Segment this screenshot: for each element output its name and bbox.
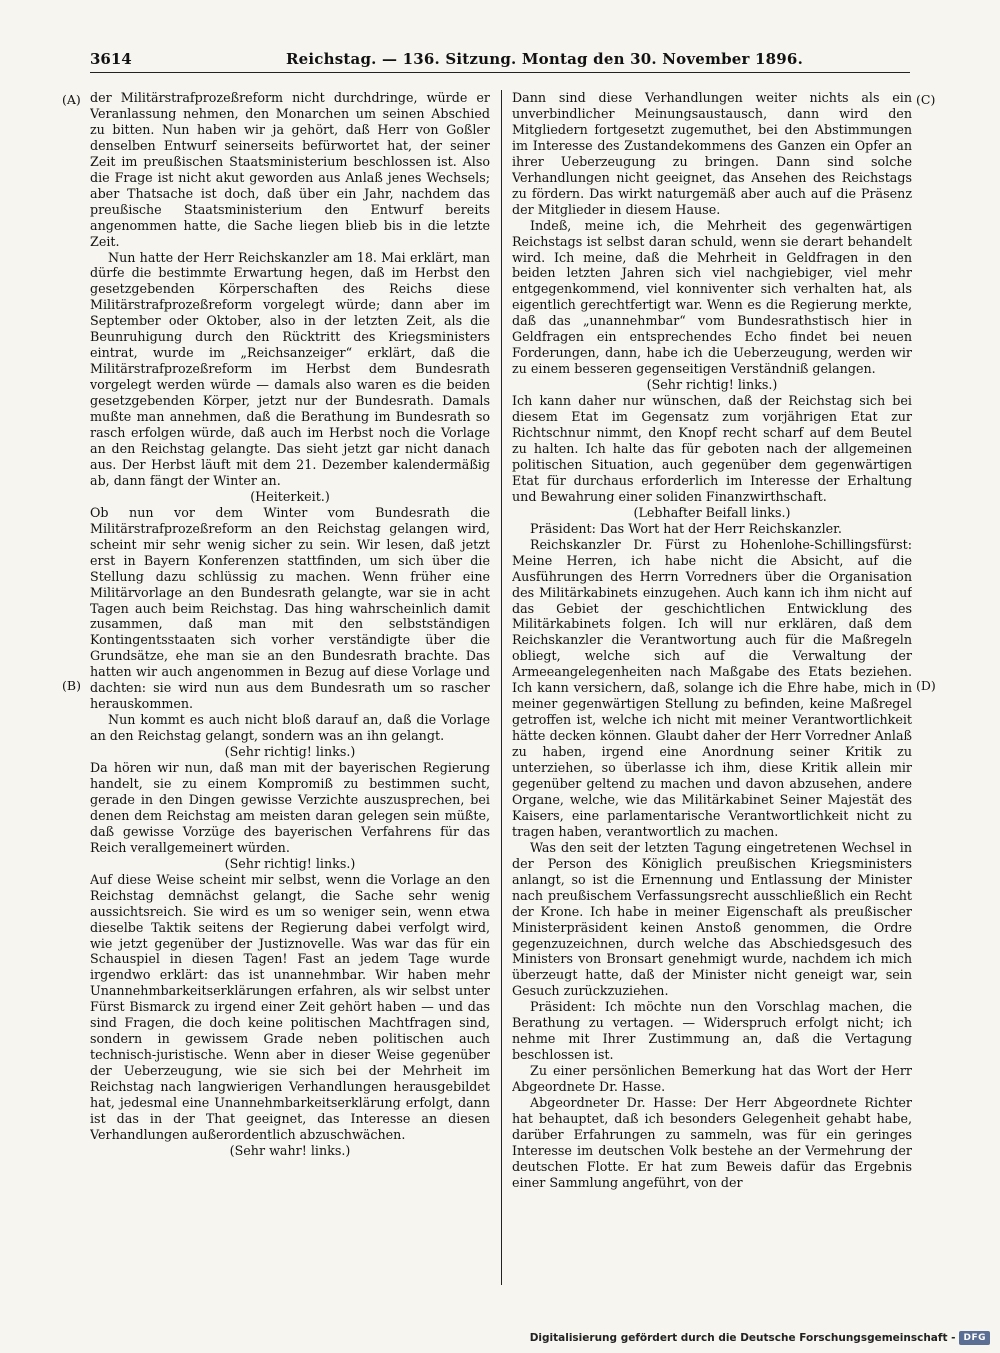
left-column [90, 90, 490, 1262]
column-divider [501, 90, 502, 1285]
margin-mark-c: (C) [916, 92, 936, 107]
speaker-paragraph: Präsident: Das Wort hat der Herr Reichskanzler. [530, 520, 842, 536]
paragraph: Nun kommt es auch nicht bloß darauf an, daß die Vorlage an den Reichstag gelangt, sondern was an ihn gelangt. [90, 712, 490, 744]
speaker-paragraph: Abgeordneter Dr. Hasse: Der Herr Abgeordnete Richter hat behauptet, daß ich besonders Gelegenheit gehabt habe, darüber Erfahrungen zu sammeln, was für ein geringes Interesse im deutschen Volk bestehe an der Vermehrung der deutschen Flotte. Er hat zum Beweis dafür das Ergebnis einer Sammlung angeführt, von der [512, 1095, 912, 1190]
digitization-credit: Digitalisierung gefördert durch die Deutsche Forschungsgemeinschaft - [529, 1332, 956, 1344]
margin-mark-a: (A) [62, 92, 81, 107]
page-header [90, 46, 910, 73]
speaker-paragraph: Reichskanzler Dr. Fürst zu Hohenlohe-Schillingsfürst: Meine Herren, ich habe nicht die Absicht, auf die Ausführungen des Herrn Vorredners über die Organisation des Militärkabinets einzugehen. Auch kann ich ihm nicht auf das Gebiet der geschichtlichen Entwicklung des Militärkabinets folgen. Ich will nur erklären, daß dem Reichskanzler die Verantwortung auch für die Maßregeln obliegt, welche sich auf die Verwaltung der Armeeangelegenheiten nach Maßgabe des Etats beziehen. Ich kann versichern, daß, solange ich die Ehre habe, mich in meiner gegenwärtigen Stellung zu befinden, keine Maßregel getroffen ist, welche ich nicht mit meiner Verantwortlichkeit hätte decken können. Glaubt daher der Herr Vorredner Anlaß zu haben, irgend eine Anordnung seiner Kritik zu unterziehen, so überlasse ich ihm, diese Kritik allein mir gegenüber geltend zu machen und davon abzusehen, andere Organe, welche, wie das Militärkabinet Seiner Majestät des Kaisers, eine parlamentarische Verantwortlichkeit nicht zu tragen haben, verantwortlich zu machen. [512, 536, 912, 839]
paragraph: der Militärstrafprozeßreform nicht durchdringe, würde er Veranlassung nehmen, den Monarchen um seinen Abschied zu bitten. Nun haben wir ja gehört, daß Herr von Goßler denselben Entwurf seinerseits befürwortet hat, der seiner Zeit im preußischen Staatsministerium beschlossen ist. Also die Frage ist nicht akut geworden aus Anlaß jenes Wechsels; aber Thatsache ist doch, daß über ein Jahr, nachdem das preußische Staatsministerium den Entwurf bereits angenommen hatte, die Sache liegen blieb bis in die letzte Zeit. [90, 90, 490, 249]
right-column [512, 90, 912, 1262]
interjection: (Sehr richtig! links.) [224, 855, 356, 871]
margin-mark-d: (D) [916, 678, 936, 693]
speaker-paragraph: Präsident: Ich möchte nun den Vorschlag machen, die Berathung zu vertagen. — Widerspruch erfolgt nicht; ich nehme mit Ihrer Zustimmung an, daß die Vertagung beschlossen ist. [512, 999, 912, 1063]
paragraph: Was den seit der letzten Tagung eingetretenen Wechsel in der Person des Königlich preußischen Kriegsministers anlangt, so ist die Ernennung und Entlassung der Minister nach preußischem Verfassungsrecht ausschließlich ein Recht der Krone. Ich habe in meiner Eigenschaft als preußischer Ministerpräsident keinen Anstoß genommen, die Ordre gegenzuzeichnen, durch welche das Abschiedsgesuch des Ministers von Bronsart genehmigt wurde, nachdem ich mich überzeugt hatte, daß der Minister nicht geneigt war, sein Gesuch zurückzuziehen. [512, 839, 912, 999]
paragraph: Nun hatte der Herr Reichskanzler am 18. Mai erklärt, man dürfe die bestimmte Erwartung hegen, daß im Herbst den gesetzgebenden Körperschaften des Reichs diese Militärstrafprozeßreform vorgelegt würde; dann aber im September oder Oktober, also in der letzten Zeit, als die Beunruhigung durch den Rücktritt des Kriegsministers eintrat, wurde im „Reichsanzeiger“ erklärt, daß die Militärstrafprozeßreform im Herbst dem Bundesrath vorgelegt werden würde — damals also waren es die beiden gesetzgebenden Körper, jetzt nur der Bundesrath. Damals mußte man annehmen, daß die Berathung im Bundesrath so rasch erfolgen würde, daß auch im Herbst noch die Vorlage an den Reichstag gelangte. Das sieht jetzt gar nicht danach aus. Der Herbst läuft mit dem 21. Dezember kalendermäßig ab, dann fängt der Winter an. [90, 249, 490, 488]
interjection: (Heiterkeit.) [250, 488, 330, 504]
interjection: (Sehr richtig! links.) [224, 744, 356, 760]
interjection: (Lebhafter Beifall links.) [633, 504, 791, 520]
paragraph: Da hören wir nun, daß man mit der bayerischen Regierung handelt, sie zu einem Kompromiß zu bestimmen sucht, gerade in den Dingen gewisse Verzichte auszusprechen, bei denen dem Reichstag am meisten daran gelegen sein müßte, daß gewisse Vorzüge des bayerischen Verfahrens für das Reich verallgemeinert würden. [90, 760, 490, 855]
paragraph: Indeß, meine ich, die Mehrheit des gegenwärtigen Reichstags ist selbst daran schuld, wenn sie derart behandelt wird. Ich meine, daß die Mehrheit in Geldfragen in den beiden letzten Jahren sich viel nachgiebiger, viel mehr entgegenkommend, viel konniventer sich verhalten hat, als eigentlich gerechtfertigt war. Wenn es die Regierung merkte, daß das „unannehmbar“ vom Bundesrathstisch hier in Geldfragen ein entsprechendes Echo findet bei neuen Forderungen, dann, habe ich die Ueberzeugung, werden wir zu einem besseren gegenseitigen Verständniß gelangen. [512, 217, 912, 377]
paragraph: Dann sind diese Verhandlungen weiter nichts als ein unverbindlicher Meinungsaustausch, dann wird den Mitgliedern fortgesetzt zugemuthet, bei den Abstimmungen im Interesse des Zustandekommens des Ganzen ein Opfer an ihrer Ueberzeugung zu bringen. Dann sind solche Verhandlungen nicht geeignet, das Ansehen des Reichstags zu fördern. Das wirkt naturgemäß aber auch auf die Präsenz der Mitglieder in diesem Hause. [512, 90, 912, 217]
running-title: Reichstag. — 136. Sitzung. Montag den 30. November 1896. [286, 50, 803, 68]
interjection: (Sehr wahr! links.) [229, 1142, 351, 1158]
paragraph: Zu einer persönlichen Bemerkung hat das Wort der Herr Abgeordnete Dr. Hasse. [512, 1063, 912, 1095]
footer [530, 1331, 990, 1345]
margin-mark-b: (B) [62, 678, 81, 693]
interjection: (Sehr richtig! links.) [646, 377, 778, 393]
dfg-logo: DFG [959, 1331, 990, 1345]
paragraph: Ob nun vor dem Winter vom Bundesrath die Militärstrafprozeßreform an den Reichstag gelangen wird, scheint mir sehr wenig sicher zu sein. Wir lesen, daß jetzt erst in Bayern Konferenzen stattfinden, um sich über die Stellung dazu schlüssig zu machen. Wenn früher eine Militärvorlage an den Bundesrath gelangte, war sie in acht Tagen auch beim Reichstag. Das hing wahrscheinlich damit zusammen, daß man mit den selbstständigen Kontingentsstaaten sich vorher verständigte über die Grundsätze, ehe man sie an den Bundesrath brachte. Das hatten wir auch angenommen in Bezug auf diese Vorlage und dachten: sie wird nun aus dem Bundesrath um so rascher herauskommen. [90, 504, 490, 712]
paragraph: Ich kann daher nur wünschen, daß der Reichstag sich bei diesem Etat im Gegensatz zum vorjährigen Etat zur Richtschnur nimmt, den Knopf recht scharf auf dem Beutel zu halten. Ich halte das für geboten nach der allgemeinen politischen Situation, auch gegenüber dem gegenwärtigen Etat für durchaus erforderlich im Interesse der Erhaltung und Bewahrung einer soliden Finanzwirthschaft. [512, 393, 912, 504]
page-number: 3614 [90, 50, 132, 68]
paragraph: Auf diese Weise scheint mir selbst, wenn die Vorlage an den Reichstag demnächst gelangt, die Sache sehr wenig aussichtsreich. Sie wird es um so weniger sein, wenn etwa dieselbe Taktik seitens der Regierung dabei verfolgt wird, wie jetzt gegenüber der Justiznovelle. Was war das für ein Schauspiel in diesen Tagen! Fast an jedem Tage wurde irgendwo erklärt: das ist unannehmbar. Wir haben mehr Unannehmbarkeitserklärungen erfahren, als wir selbst unter Fürst Bismarck zu irgend einer Zeit gehört haben — und das sind Fragen, die doch keine politischen Machtfragen sind, sondern in gewissem Grade neben politischen auch technisch-juristische. Wenn aber in dieser Weise gegenüber der Ueberzeugung, wie sie sich bei der Mehrheit im Reichstag nach langwierigen Verhandlungen herausgebildet hat, jedesmal eine Unannehmbarkeitserklärung erfolgt, dann ist das in der That geeignet, das Interesse an diesen Verhandlungen außerordentlich abzuschwächen. [90, 871, 490, 1142]
